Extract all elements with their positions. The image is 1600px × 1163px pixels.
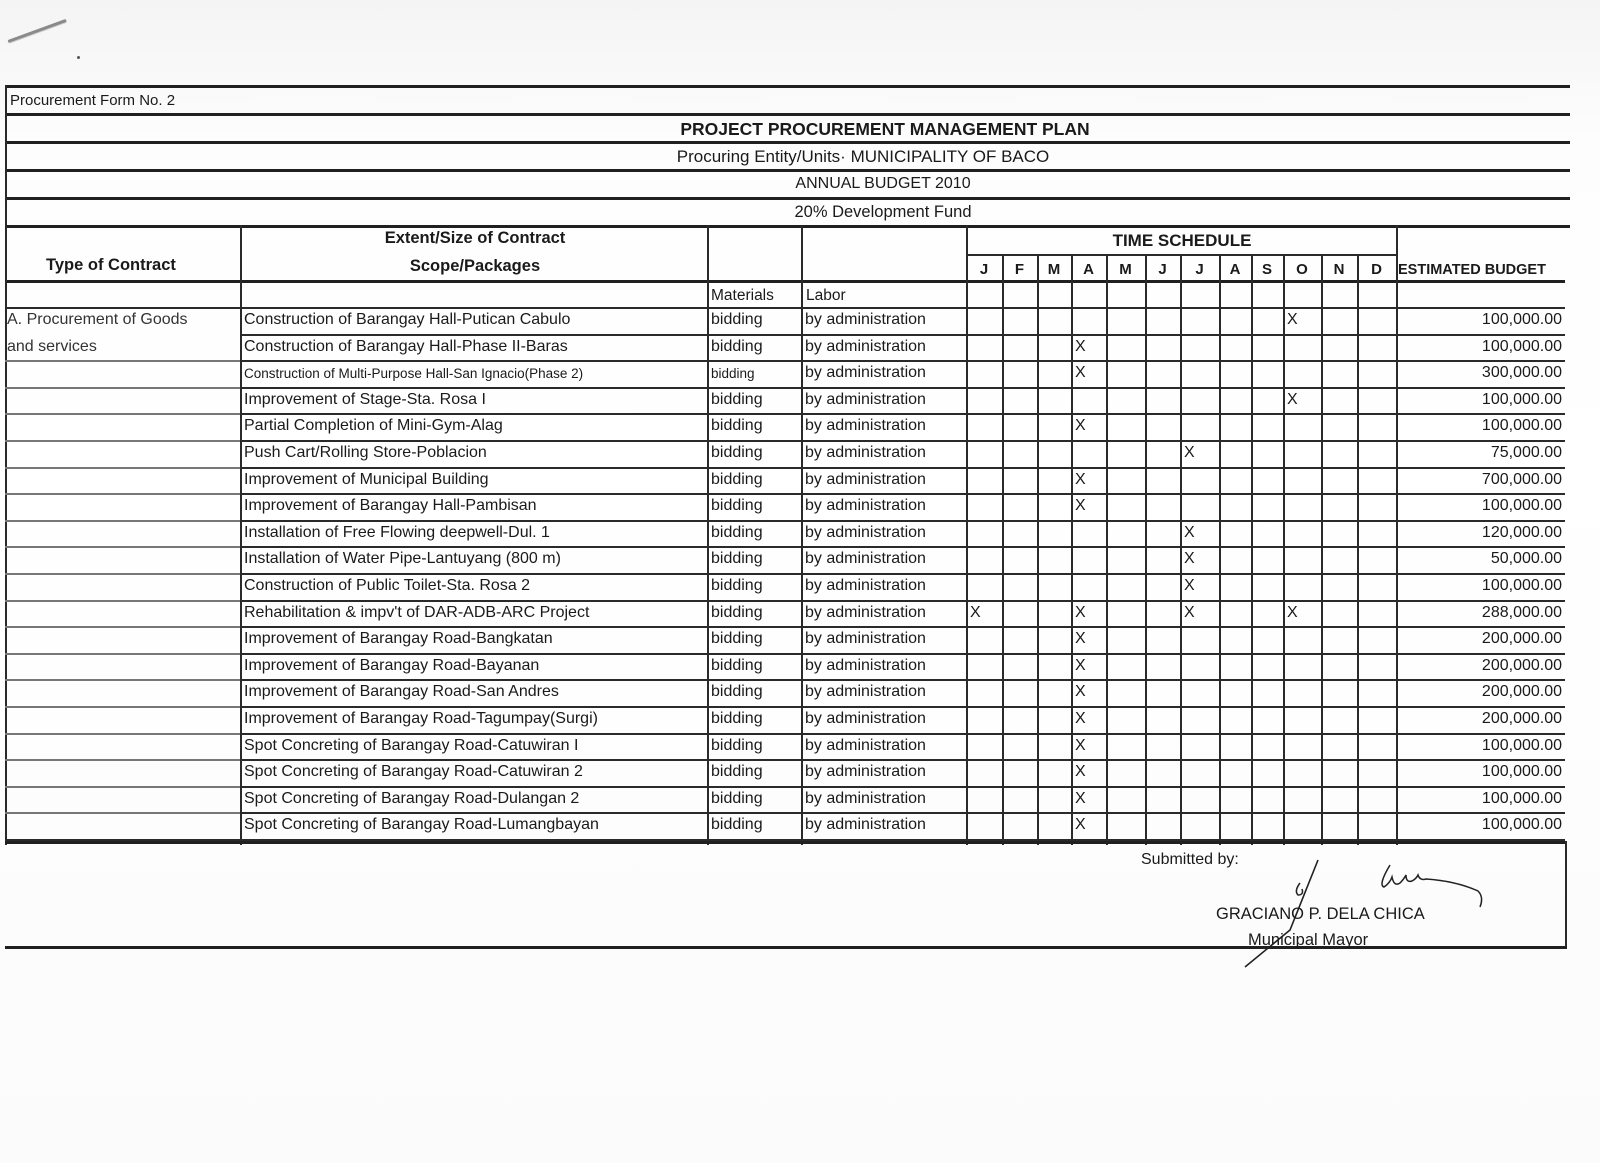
row-estimated-budget: 200,000.00 bbox=[1481, 710, 1562, 727]
row-labor: by administration bbox=[805, 391, 926, 408]
table-left-border bbox=[5, 85, 7, 845]
row-labor: by administration bbox=[805, 737, 926, 754]
month-column-divider bbox=[1357, 254, 1359, 845]
header-divider-line bbox=[5, 197, 1570, 200]
month-header-3: A bbox=[1083, 261, 1094, 278]
row-materials: bidding bbox=[711, 550, 763, 567]
schedule-mark: X bbox=[1184, 444, 1195, 461]
signer-title: Municipal Mayor bbox=[1248, 931, 1369, 949]
header-estimated-budget: ESTIMATED BUDGET bbox=[1398, 262, 1546, 278]
row-estimated-budget: 300,000.00 bbox=[1481, 364, 1562, 381]
procuring-entity: Procuring Entity/Units· MUNICIPALITY OF BACO bbox=[676, 147, 1050, 166]
row-estimated-budget: 100,000.00 bbox=[1481, 737, 1562, 754]
row-estimated-budget: 50,000.00 bbox=[1490, 550, 1562, 567]
row-divider-line bbox=[240, 334, 1565, 336]
budget-label: ANNUAL BUDGET 2010 bbox=[795, 175, 971, 192]
schedule-mark: X bbox=[1075, 471, 1086, 488]
month-column-divider bbox=[1180, 254, 1182, 845]
schedule-mark: X bbox=[1184, 550, 1195, 567]
schedule-mark: X bbox=[1287, 311, 1298, 328]
header-type-of-contract: Type of Contract bbox=[46, 256, 176, 274]
month-header-5: J bbox=[1158, 261, 1167, 278]
row-labor: by administration bbox=[805, 683, 926, 700]
type-column-row-line bbox=[5, 546, 240, 548]
row-labor: by administration bbox=[805, 311, 926, 328]
month-header-4: M bbox=[1119, 261, 1132, 278]
row-labor: by administration bbox=[805, 524, 926, 541]
row-materials: bidding bbox=[711, 444, 763, 461]
row-scope-package: Spot Concreting of Barangay Road-Lumangbayan bbox=[244, 816, 599, 833]
row-scope-package: Improvement of Municipal Building bbox=[244, 471, 489, 488]
month-header-11: D bbox=[1371, 261, 1382, 278]
row-estimated-budget: 288,000.00 bbox=[1481, 604, 1562, 621]
month-column-divider bbox=[1106, 254, 1108, 845]
row-labor: by administration bbox=[805, 444, 926, 461]
row-labor: by administration bbox=[805, 604, 926, 621]
row-scope-package: Installation of Free Flowing deepwell-Dul. 1 bbox=[244, 524, 550, 541]
row-scope-package: Improvement of Barangay Road-Bangkatan bbox=[244, 630, 553, 647]
row-labor: by administration bbox=[805, 497, 926, 514]
schedule-mark: X bbox=[1075, 763, 1086, 780]
schedule-mark: X bbox=[1075, 657, 1086, 674]
row-labor: by administration bbox=[805, 338, 926, 355]
row-labor: by administration bbox=[805, 417, 926, 434]
row-labor: by administration bbox=[805, 816, 926, 833]
scan-speck bbox=[77, 56, 80, 59]
type-column-row-line bbox=[5, 733, 240, 735]
row-scope-package: Construction of Barangay Hall-Phase II-Baras bbox=[244, 338, 568, 355]
row-estimated-budget: 100,000.00 bbox=[1481, 417, 1562, 434]
month-column-divider bbox=[1251, 254, 1253, 845]
type-column-row-line bbox=[5, 467, 240, 469]
schedule-mark: X bbox=[1184, 524, 1195, 541]
document-title: PROJECT PROCUREMENT MANAGEMENT PLAN bbox=[680, 119, 1090, 139]
type-column-row-line bbox=[5, 626, 240, 628]
row-estimated-budget: 100,000.00 bbox=[1481, 311, 1562, 328]
table-bottom-line bbox=[5, 841, 1565, 844]
schedule-mark: X bbox=[1287, 604, 1298, 621]
row-scope-package: Construction of Public Toilet-Sta. Rosa 2 bbox=[244, 577, 531, 594]
month-header-1: F bbox=[1014, 261, 1025, 278]
month-column-divider bbox=[1219, 254, 1221, 845]
type-column-row-line bbox=[5, 493, 240, 495]
row-estimated-budget: 100,000.00 bbox=[1481, 497, 1562, 514]
column-divider bbox=[240, 225, 242, 845]
row-materials: bidding bbox=[711, 604, 763, 621]
column-divider bbox=[1396, 225, 1398, 845]
type-column-row-line bbox=[5, 653, 240, 655]
month-header-6: J bbox=[1195, 261, 1204, 278]
row-scope-package: Improvement of Barangay Road-Tagumpay(Surgi) bbox=[244, 710, 598, 727]
row-scope-package: Installation of Water Pipe-Lantuyang (800 m) bbox=[244, 550, 561, 567]
schedule-mark: X bbox=[970, 604, 981, 621]
month-column-divider bbox=[1145, 254, 1147, 845]
row-materials: bidding bbox=[711, 497, 763, 514]
month-column-divider bbox=[1283, 254, 1285, 845]
schedule-mark: X bbox=[1075, 630, 1086, 647]
type-column-row-line bbox=[5, 600, 240, 602]
row-materials: bidding bbox=[711, 577, 763, 594]
month-column-divider bbox=[1002, 254, 1004, 845]
row-materials: bidding bbox=[711, 366, 755, 381]
row-labor: by administration bbox=[805, 630, 926, 647]
row-materials: bidding bbox=[711, 338, 763, 355]
row-materials: bidding bbox=[711, 524, 763, 541]
row-labor: by administration bbox=[805, 364, 926, 381]
month-header-9: O bbox=[1296, 261, 1308, 278]
row-estimated-budget: 100,000.00 bbox=[1481, 391, 1562, 408]
column-divider bbox=[966, 225, 968, 845]
month-header-10: N bbox=[1333, 261, 1345, 278]
row-materials: bidding bbox=[711, 790, 763, 807]
row-scope-package: Improvement of Barangay Hall-Pambisan bbox=[244, 497, 537, 514]
schedule-mark: X bbox=[1184, 604, 1195, 621]
month-column-divider bbox=[1037, 254, 1039, 845]
row-estimated-budget: 100,000.00 bbox=[1481, 790, 1562, 807]
schedule-mark: X bbox=[1075, 683, 1086, 700]
row-estimated-budget: 120,000.00 bbox=[1481, 524, 1562, 541]
schedule-mark: X bbox=[1075, 737, 1086, 754]
header-divider-line bbox=[5, 169, 1570, 172]
row-estimated-budget: 100,000.00 bbox=[1481, 338, 1562, 355]
header-divider-line bbox=[5, 141, 1570, 144]
contract-type-line1: A. Procurement of Goods bbox=[7, 311, 188, 328]
contract-type-line2: and services bbox=[7, 338, 97, 355]
row-materials: bidding bbox=[711, 391, 763, 408]
row-scope-package: Spot Concreting of Barangay Road-Catuwiran I bbox=[244, 737, 579, 754]
row-materials: bidding bbox=[711, 311, 763, 328]
row-materials: bidding bbox=[711, 816, 763, 833]
month-header-2: M bbox=[1047, 261, 1061, 278]
header-extent: Extent/Size of Contract bbox=[384, 229, 566, 247]
header-scope-packages: Scope/Packages bbox=[409, 257, 541, 275]
row-estimated-budget: 100,000.00 bbox=[1481, 763, 1562, 780]
row-estimated-budget: 100,000.00 bbox=[1481, 816, 1562, 833]
row-materials: bidding bbox=[711, 763, 763, 780]
row-estimated-budget: 75,000.00 bbox=[1490, 444, 1562, 461]
row-labor: by administration bbox=[805, 790, 926, 807]
row-materials: bidding bbox=[711, 683, 763, 700]
schedule-mark: X bbox=[1287, 391, 1298, 408]
signature-box-right-border bbox=[1565, 841, 1567, 946]
signer-name: GRACIANO P. DELA CHICA bbox=[1216, 905, 1425, 923]
row-materials: bidding bbox=[711, 657, 763, 674]
type-column-row-line bbox=[5, 440, 240, 442]
row-estimated-budget: 100,000.00 bbox=[1481, 577, 1562, 594]
row-scope-package: Improvement of Barangay Road-Bayanan bbox=[244, 657, 540, 674]
type-column-row-line bbox=[5, 360, 240, 362]
type-column-row-line bbox=[5, 679, 240, 681]
month-header-7: A bbox=[1229, 261, 1241, 278]
row-scope-package: Partial Completion of Mini-Gym-Alag bbox=[244, 417, 503, 434]
row-scope-package: Push Cart/Rolling Store-Poblacion bbox=[244, 444, 487, 461]
type-column-row-line bbox=[5, 573, 240, 575]
schedule-mark: X bbox=[1075, 604, 1086, 621]
schedule-mark: X bbox=[1075, 338, 1086, 355]
schedule-mark: X bbox=[1075, 790, 1086, 807]
form-number: Procurement Form No. 2 bbox=[10, 92, 176, 109]
row-labor: by administration bbox=[805, 657, 926, 674]
type-column-row-line bbox=[5, 812, 240, 814]
header-divider-line bbox=[5, 113, 1570, 116]
row-labor: by administration bbox=[805, 710, 926, 727]
subheader-materials: Materials bbox=[711, 287, 774, 304]
row-scope-package: Spot Concreting of Barangay Road-Catuwiran 2 bbox=[244, 763, 583, 780]
type-column-row-line bbox=[5, 387, 240, 389]
type-column-row-line bbox=[5, 786, 240, 788]
schedule-mark: X bbox=[1075, 417, 1086, 434]
row-materials: bidding bbox=[711, 417, 763, 434]
month-header-0: J bbox=[979, 261, 989, 278]
row-labor: by administration bbox=[805, 471, 926, 488]
schedule-mark: X bbox=[1075, 710, 1086, 727]
column-divider bbox=[801, 225, 803, 845]
type-column-row-line bbox=[5, 520, 240, 522]
row-scope-package: Improvement of Barangay Road-San Andres bbox=[244, 683, 559, 700]
schedule-mark: X bbox=[1075, 816, 1086, 833]
submitted-by-label: Submitted by: bbox=[1141, 851, 1239, 868]
header-divider-line bbox=[5, 85, 1570, 88]
row-labor: by administration bbox=[805, 763, 926, 780]
row-materials: bidding bbox=[711, 737, 763, 754]
header-time-schedule: TIME SCHEDULE bbox=[1112, 231, 1252, 250]
type-column-row-line bbox=[5, 759, 240, 761]
fund-label: 20% Development Fund bbox=[794, 203, 972, 221]
row-labor: by administration bbox=[805, 550, 926, 567]
row-materials: bidding bbox=[711, 710, 763, 727]
schedule-mark: X bbox=[1075, 364, 1086, 381]
row-estimated-budget: 200,000.00 bbox=[1481, 683, 1562, 700]
type-column-row-line bbox=[5, 706, 240, 708]
row-scope-package: Construction of Multi-Purpose Hall-San Ignacio(Phase 2) bbox=[244, 366, 584, 381]
time-schedule-divider bbox=[967, 254, 1397, 256]
row-divider-line bbox=[5, 307, 1565, 309]
row-scope-package: Spot Concreting of Barangay Road-Dulangan 2 bbox=[244, 790, 580, 807]
header-bottom-line bbox=[5, 280, 1565, 283]
subheader-labor: Labor bbox=[806, 287, 846, 304]
schedule-mark: X bbox=[1075, 497, 1086, 514]
row-materials: bidding bbox=[711, 471, 763, 488]
row-materials: bidding bbox=[711, 630, 763, 647]
row-estimated-budget: 200,000.00 bbox=[1481, 657, 1562, 674]
row-scope-package: Improvement of Stage-Sta. Rosa I bbox=[244, 391, 486, 408]
row-estimated-budget: 200,000.00 bbox=[1481, 630, 1562, 647]
row-estimated-budget: 700,000.00 bbox=[1481, 471, 1562, 488]
row-scope-package: Construction of Barangay Hall-Putican Cabulo bbox=[244, 311, 571, 328]
schedule-mark: X bbox=[1184, 577, 1195, 594]
column-divider bbox=[707, 225, 709, 845]
month-column-divider bbox=[1071, 254, 1073, 845]
row-scope-package: Rehabilitation & impv't of DAR-ADB-ARC Project bbox=[244, 604, 590, 621]
row-labor: by administration bbox=[805, 577, 926, 594]
month-column-divider bbox=[1321, 254, 1323, 845]
month-header-8: S bbox=[1261, 261, 1272, 278]
type-column-row-line bbox=[5, 413, 240, 415]
